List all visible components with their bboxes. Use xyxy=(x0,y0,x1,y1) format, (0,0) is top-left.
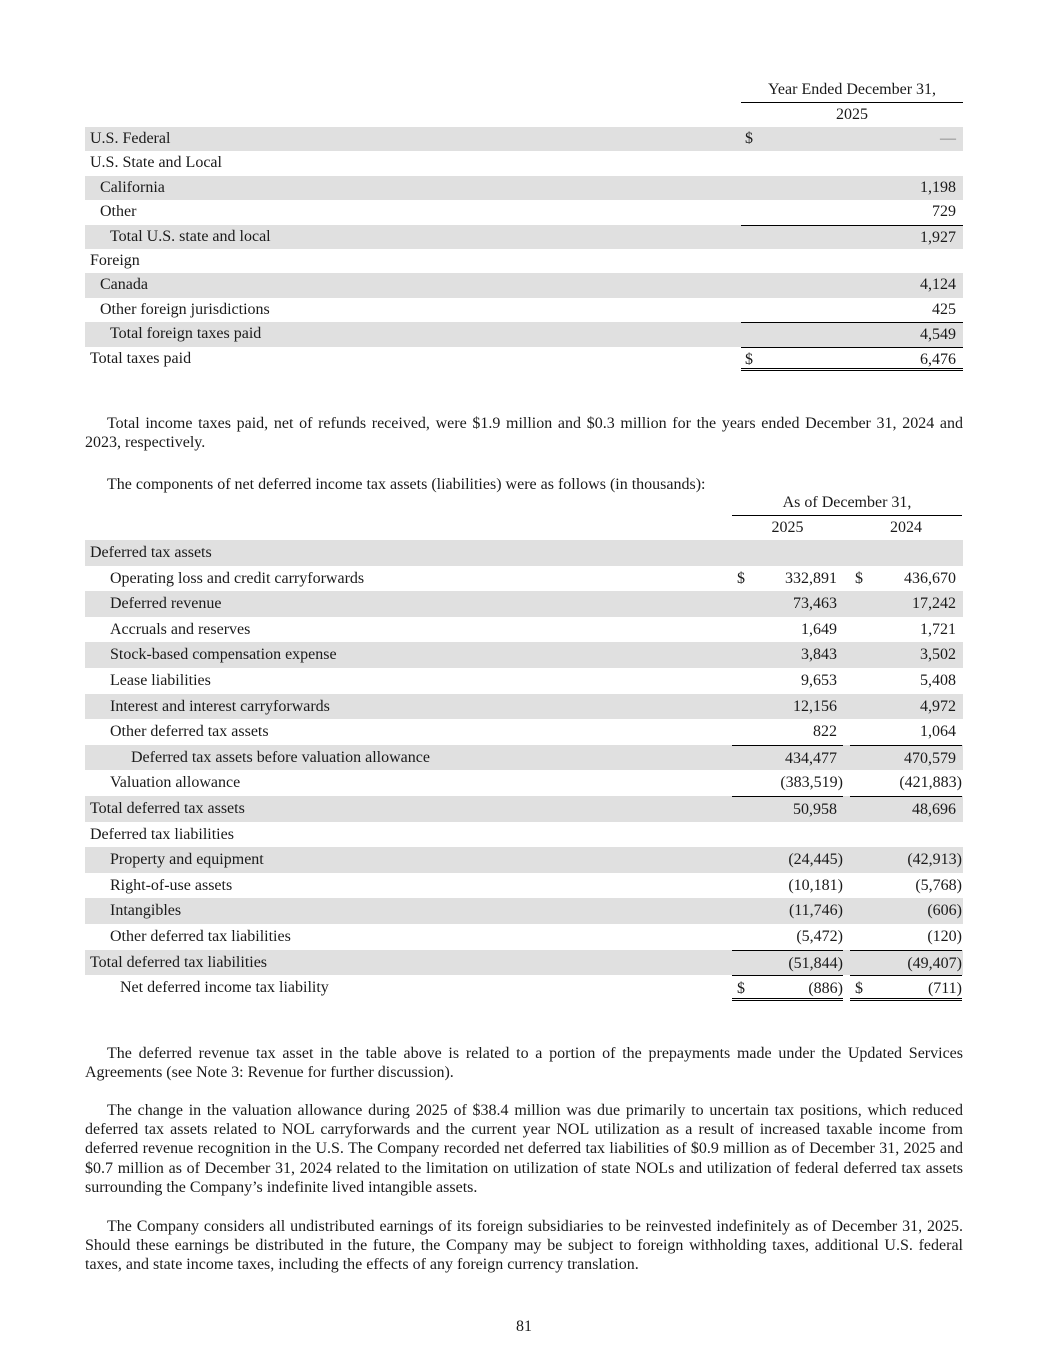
row-label: Accruals and reserves xyxy=(110,620,251,638)
value-2024: 5,408 xyxy=(920,671,956,689)
value-2025: (383,519) xyxy=(780,774,843,792)
value-2025: 434,477 xyxy=(785,749,837,767)
value-2025: 50,958 xyxy=(793,800,837,818)
value-2024: (711) xyxy=(927,980,962,998)
row-value: 4,549 xyxy=(920,326,956,344)
currency-symbol: $ xyxy=(737,569,745,587)
row-label: Canada xyxy=(100,276,148,294)
currency-symbol: $ xyxy=(745,130,753,147)
value-2025: (11,746) xyxy=(788,902,843,920)
value-2024: 4,972 xyxy=(920,697,956,715)
table-row xyxy=(85,745,963,771)
table-row xyxy=(85,176,963,200)
column-header-2025: 2025 xyxy=(771,519,804,536)
table-row xyxy=(85,924,963,950)
row-label: Interest and interest carryforwards xyxy=(110,697,330,715)
table-row xyxy=(85,298,963,322)
row-label: Operating loss and credit carryforwards xyxy=(110,569,365,587)
table-row xyxy=(85,822,963,848)
table-row xyxy=(85,719,963,745)
row-value: 729 xyxy=(932,203,956,221)
row-label: Net deferred income tax liability xyxy=(120,979,329,997)
row-label: California xyxy=(100,178,165,196)
value-2024: (49,407) xyxy=(907,954,962,972)
table-row xyxy=(85,898,963,924)
row-value: — xyxy=(940,130,956,147)
table-row xyxy=(85,200,963,224)
value-2024: (421,883) xyxy=(899,774,962,792)
row-label: Stock-based compensation expense xyxy=(110,646,337,664)
row-label: Lease liabilities xyxy=(110,671,211,689)
row-label: Other deferred tax liabilities xyxy=(110,927,291,945)
paragraph-income-taxes-paid: Total income taxes paid, net of refunds received, were $1.9 million and $0.3 million for the years ended December 31, 2024 and 2023, respectively. xyxy=(85,415,963,452)
value-2024: 470,579 xyxy=(904,749,956,767)
value-2024: 1,721 xyxy=(920,620,956,638)
row-label: Deferred tax liabilities xyxy=(90,825,234,843)
value-2024: 48,696 xyxy=(912,800,956,818)
row-value: 6,476 xyxy=(920,350,956,368)
value-2025: (24,445) xyxy=(788,851,843,869)
row-label: Other foreign jurisdictions xyxy=(100,300,270,318)
currency-symbol: $ xyxy=(855,569,863,587)
value-2024: (120) xyxy=(927,927,962,945)
row-label: Total taxes paid xyxy=(90,349,192,367)
row-label: Foreign xyxy=(90,251,140,269)
value-2025: (51,844) xyxy=(788,954,843,972)
table-row xyxy=(85,770,963,796)
table-row xyxy=(85,127,963,151)
value-2025: 332,891 xyxy=(785,569,837,587)
row-value: 425 xyxy=(932,300,956,318)
table-row xyxy=(85,847,963,873)
value-2025: 9,653 xyxy=(801,671,837,689)
table-row xyxy=(85,273,963,297)
table-row xyxy=(85,566,963,592)
value-2025: (5,472) xyxy=(796,927,843,945)
column-header-2025: 2025 xyxy=(836,106,868,123)
value-2025: 822 xyxy=(813,723,837,741)
value-2025: 12,156 xyxy=(793,697,837,715)
table-row xyxy=(85,950,963,976)
table-header-as-of: As of December 31, xyxy=(732,491,962,516)
table-row xyxy=(85,591,963,617)
value-2024: 17,242 xyxy=(912,595,956,613)
value-2024: 1,064 xyxy=(920,723,956,741)
row-label: Total deferred tax liabilities xyxy=(90,953,268,971)
currency-symbol: $ xyxy=(745,350,753,368)
table-row xyxy=(85,540,963,566)
page-number: 81 xyxy=(516,1318,532,1335)
row-value: 1,198 xyxy=(920,178,956,196)
paragraph-components-intro: The components of net deferred income tax assets (liabilities) were as follows (in thousands): xyxy=(107,476,706,493)
row-label: Deferred revenue xyxy=(110,595,222,613)
row-label: Total deferred tax assets xyxy=(90,799,245,817)
value-2025: 3,843 xyxy=(801,646,837,664)
table-row xyxy=(85,225,963,249)
row-label: Other xyxy=(100,203,137,221)
table-row xyxy=(85,249,963,273)
value-2024: (606) xyxy=(927,902,962,920)
row-label: Valuation allowance xyxy=(110,774,241,792)
table-row xyxy=(85,322,963,346)
table-row xyxy=(85,694,963,720)
value-2025: 1,649 xyxy=(801,620,837,638)
row-label: Right-of-use assets xyxy=(110,876,233,894)
row-label: Deferred tax assets before valuation allowance xyxy=(131,748,430,766)
row-value: 1,927 xyxy=(920,228,956,246)
row-label: Other deferred tax assets xyxy=(110,723,269,741)
paragraph-undistributed-earnings: The Company considers all undistributed earnings of its foreign subsidiaries to be reinvested indefinitely as of December 31, 2025. Should these earnings be distributed in the future, the Company may be subject to foreign withholding taxes, additional U.S. federal taxes, and state income taxes, including the effects of any foreign currency translation. xyxy=(85,1218,963,1274)
paragraph-valuation-allowance: The change in the valuation allowance during 2025 of $38.4 million was due primarily to uncertain tax positions, which reduced deferred tax assets related to NOL carryforwards and the current year NOL utilization as a result of increased taxable income from deferred revenue recognition in the U.S. The Company recorded net deferred tax liabilities of $0.9 million as of December 31, 2025 and $0.7 million as of December 31, 2024 related to the limitation on utilization of state NOLs and utilization of federal deferred tax assets surrounding the Company’s indefinite lived intangible assets. xyxy=(85,1102,963,1196)
row-label: Property and equipment xyxy=(110,851,264,869)
column-header-2024: 2024 xyxy=(890,519,922,536)
table-row xyxy=(85,347,963,371)
currency-symbol: $ xyxy=(855,980,863,998)
table-row xyxy=(85,668,963,694)
value-2024: (42,913) xyxy=(907,851,962,869)
value-2025: (886) xyxy=(808,980,843,998)
table-row xyxy=(85,796,963,822)
table-row xyxy=(85,617,963,643)
table-row xyxy=(85,975,963,1001)
row-value: 4,124 xyxy=(920,276,956,294)
row-label: Total foreign taxes paid xyxy=(110,325,262,343)
row-label: Deferred tax assets xyxy=(90,544,212,561)
currency-symbol: $ xyxy=(737,980,745,998)
value-2025: (10,181) xyxy=(788,876,843,894)
value-2024: 3,502 xyxy=(920,646,956,664)
table-row xyxy=(85,642,963,668)
table-row xyxy=(85,151,963,175)
row-label: U.S. State and Local xyxy=(90,154,222,172)
row-label: U.S. Federal xyxy=(90,130,171,147)
value-2024: (5,768) xyxy=(915,876,962,894)
row-label: Intangibles xyxy=(110,902,182,920)
value-2024: 436,670 xyxy=(904,569,956,587)
table-header-year-ended: Year Ended December 31, xyxy=(741,78,963,103)
table-row xyxy=(85,873,963,899)
row-label: Total U.S. state and local xyxy=(110,227,271,245)
paragraph-deferred-revenue: The deferred revenue tax asset in the table above is related to a portion of the prepayments made under the Updated Services Agreements (see Note 3: Revenue for further discussion). xyxy=(85,1045,963,1082)
value-2025: 73,463 xyxy=(793,595,837,613)
